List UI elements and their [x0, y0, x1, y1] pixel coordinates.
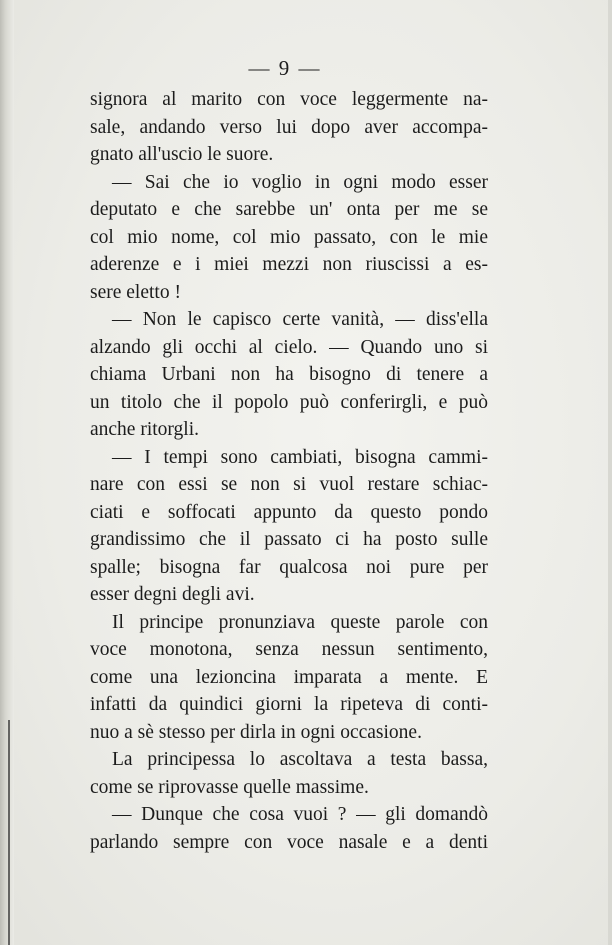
text-line: col mio nome, col mio passato, con le mie: [90, 226, 488, 248]
paragraph: [90, 746, 488, 801]
paragraph: [90, 444, 488, 609]
text-line: — Non le capisco certe vanità, — diss'ella: [112, 309, 488, 330]
paragraph: [90, 801, 488, 856]
paragraph: [90, 306, 488, 444]
text-line: nuo a sè stesso per dirla in ogni occasione.: [90, 721, 422, 743]
text-line: La principessa lo ascoltava a testa bassa,: [112, 749, 488, 770]
text-line: Il principe pronunziava queste parole con: [112, 611, 488, 633]
binding-edge-line: [8, 720, 10, 945]
text-line: sale, andando verso lui dopo aver accompa-: [90, 116, 488, 138]
text-line: anche ritorgli.: [90, 419, 200, 440]
body-text: [90, 86, 488, 856]
paragraph: [90, 609, 488, 747]
text-line: gnato all'uscio le suore.: [90, 144, 274, 165]
text-line: aderenze e i miei mezzi non riuscissi a es-: [90, 254, 488, 275]
text-line: signora al marito con voce leggermente na-: [90, 89, 488, 110]
text-line: infatti da quindici giorni la ripeteva di conti-: [90, 694, 488, 715]
text-line: deputato e che sarebbe un' onta per me se: [90, 199, 488, 220]
text-line: un titolo che il popolo può conferirgli, e può: [90, 391, 488, 413]
text-line: chiama Urbani non ha bisogno di tenere a: [90, 364, 488, 385]
text-line: — I tempi sono cambiati, bisogna cammi-: [112, 446, 488, 468]
text-line: — Dunque che cosa vuoi ? — gli domandò: [112, 804, 488, 825]
page-number: — 9 —: [248, 56, 322, 80]
text-line: alzando gli occhi al cielo. — Quando uno si: [90, 336, 488, 358]
page-spine-shadow: [0, 0, 14, 945]
text-line: parlando sempre con voce nasale e a denti: [90, 831, 488, 853]
text-line: spalle; bisogna far qualcosa noi pure per: [90, 556, 488, 578]
text-line: — Sai che io voglio in ogni modo esser: [112, 171, 488, 193]
text-line: voce monotona, senza nessun sentimento,: [90, 639, 488, 660]
text-line: grandissimo che il passato ci ha posto sulle: [90, 529, 488, 550]
text-line: come se riprovasse quelle massime.: [90, 776, 369, 798]
text-line: come una lezioncina imparata a mente. E: [90, 666, 488, 688]
page-right-edge: [608, 0, 612, 945]
paragraph: [90, 86, 488, 169]
text-line: sere eletto !: [90, 281, 181, 303]
text-line: esser degni degli avi.: [90, 584, 255, 605]
text-line: nare con essi se non si vuol restare schiac-: [90, 474, 488, 495]
text-line: ciati e soffocati appunto da questo pondo: [90, 501, 488, 523]
paragraph: [90, 169, 488, 307]
